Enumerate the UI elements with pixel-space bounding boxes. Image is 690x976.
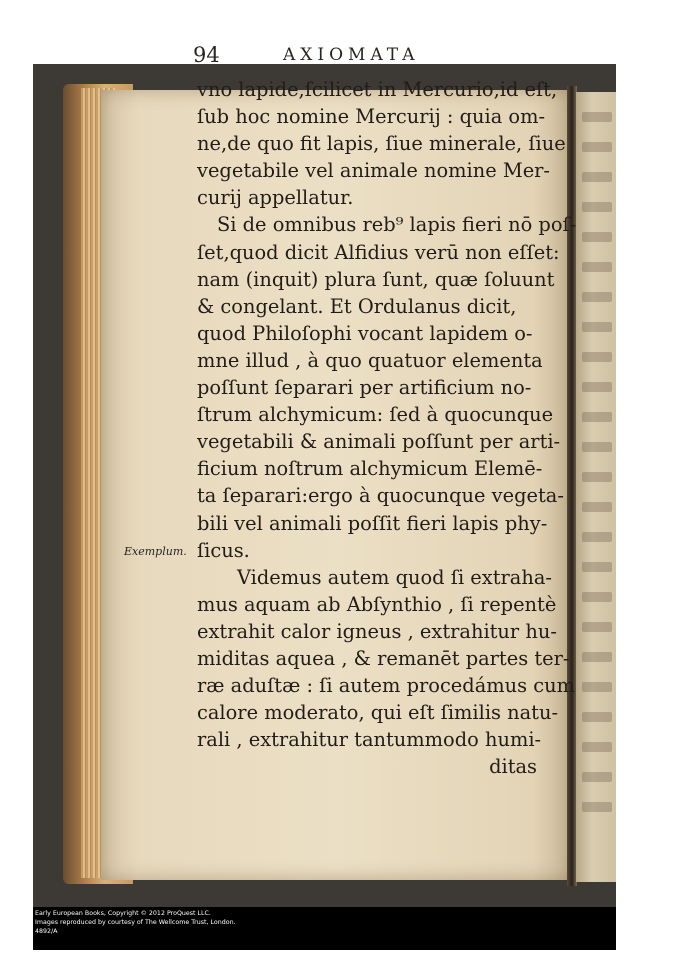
text-line: rali , extrahitur tantummodo humi- — [197, 728, 542, 752]
text-line: vno lapide,ſcilicet in Mercurio,id eſt, — [197, 78, 558, 101]
copyright-footer — [33, 907, 616, 950]
text-line: bili vel animali poſſit fieri lapis phy- — [197, 511, 548, 535]
catchword: ditas — [489, 755, 537, 779]
text-line: ræ aduſtæ : ſi autem procedámus cum — [197, 674, 575, 698]
page-number: 94 — [193, 43, 220, 67]
text-line: ſub hoc nomine Mercurij : quia om- — [197, 105, 546, 129]
text-line: mus aquam ab Abſynthio , ſi repentè — [197, 592, 557, 616]
text-line: vegetabile vel animale nomine Mer- — [197, 159, 550, 183]
text-line: curij appellatur. — [197, 186, 354, 210]
text-line: Videmus autem quod ſi extraha- — [237, 565, 552, 589]
footer-line-shelfmark: 4892/A — [35, 928, 58, 935]
text-line: miditas aquea , & remanēt partes ter- — [197, 646, 570, 670]
footer-line-copyright: Early European Books, Copyright © 2012 ProQuest LLC. — [35, 910, 211, 917]
facing-page-text-marks — [582, 112, 612, 832]
footer-line-courtesy: Images reproduced by courtesy of The Wellcome Trust, London. — [35, 919, 236, 926]
facing-page-edge — [576, 92, 616, 882]
text-line: nam (inquit) plura ſunt, quæ ſoluunt — [197, 267, 555, 291]
text-line: ſtrum alchymicum: ſed à quocunque — [197, 403, 554, 427]
text-line: & congelant. Et Ordulanus dicit, — [197, 294, 517, 318]
text-line: ta ſeparari:ergo à quocunque vegeta- — [197, 484, 564, 508]
text-line: ficium noſtrum alchymicum Elemē- — [197, 457, 543, 481]
text-line: ſicus. — [197, 538, 250, 562]
text-line: extrahit calor igneus , extrahitur hu- — [197, 619, 557, 643]
text-line: mne illud , à quo quatuor elementa — [197, 348, 543, 372]
text-line: Si de omnibus reb⁹ lapis fieri nō poſ- — [217, 213, 577, 237]
text-line: ne,de quo fit lapis, ſiue minerale, ſiue — [197, 132, 566, 156]
text-line: quod Philoſophi vocant lapidem o- — [197, 321, 533, 345]
text-line: calore moderato, qui eſt ſimilis natu- — [197, 701, 559, 725]
text-line: vegetabili & animali poſſunt per arti- — [197, 430, 561, 454]
body-text — [197, 76, 577, 780]
marginal-note: Exemplum. — [124, 545, 187, 558]
running-head: AXIOMATA — [283, 45, 420, 65]
page-header — [193, 43, 473, 73]
text-line: ſet,quod dicit Alfidius verū non eſſet: — [197, 240, 560, 264]
text-line: poſſunt ſeparari per artificium no- — [197, 376, 532, 400]
